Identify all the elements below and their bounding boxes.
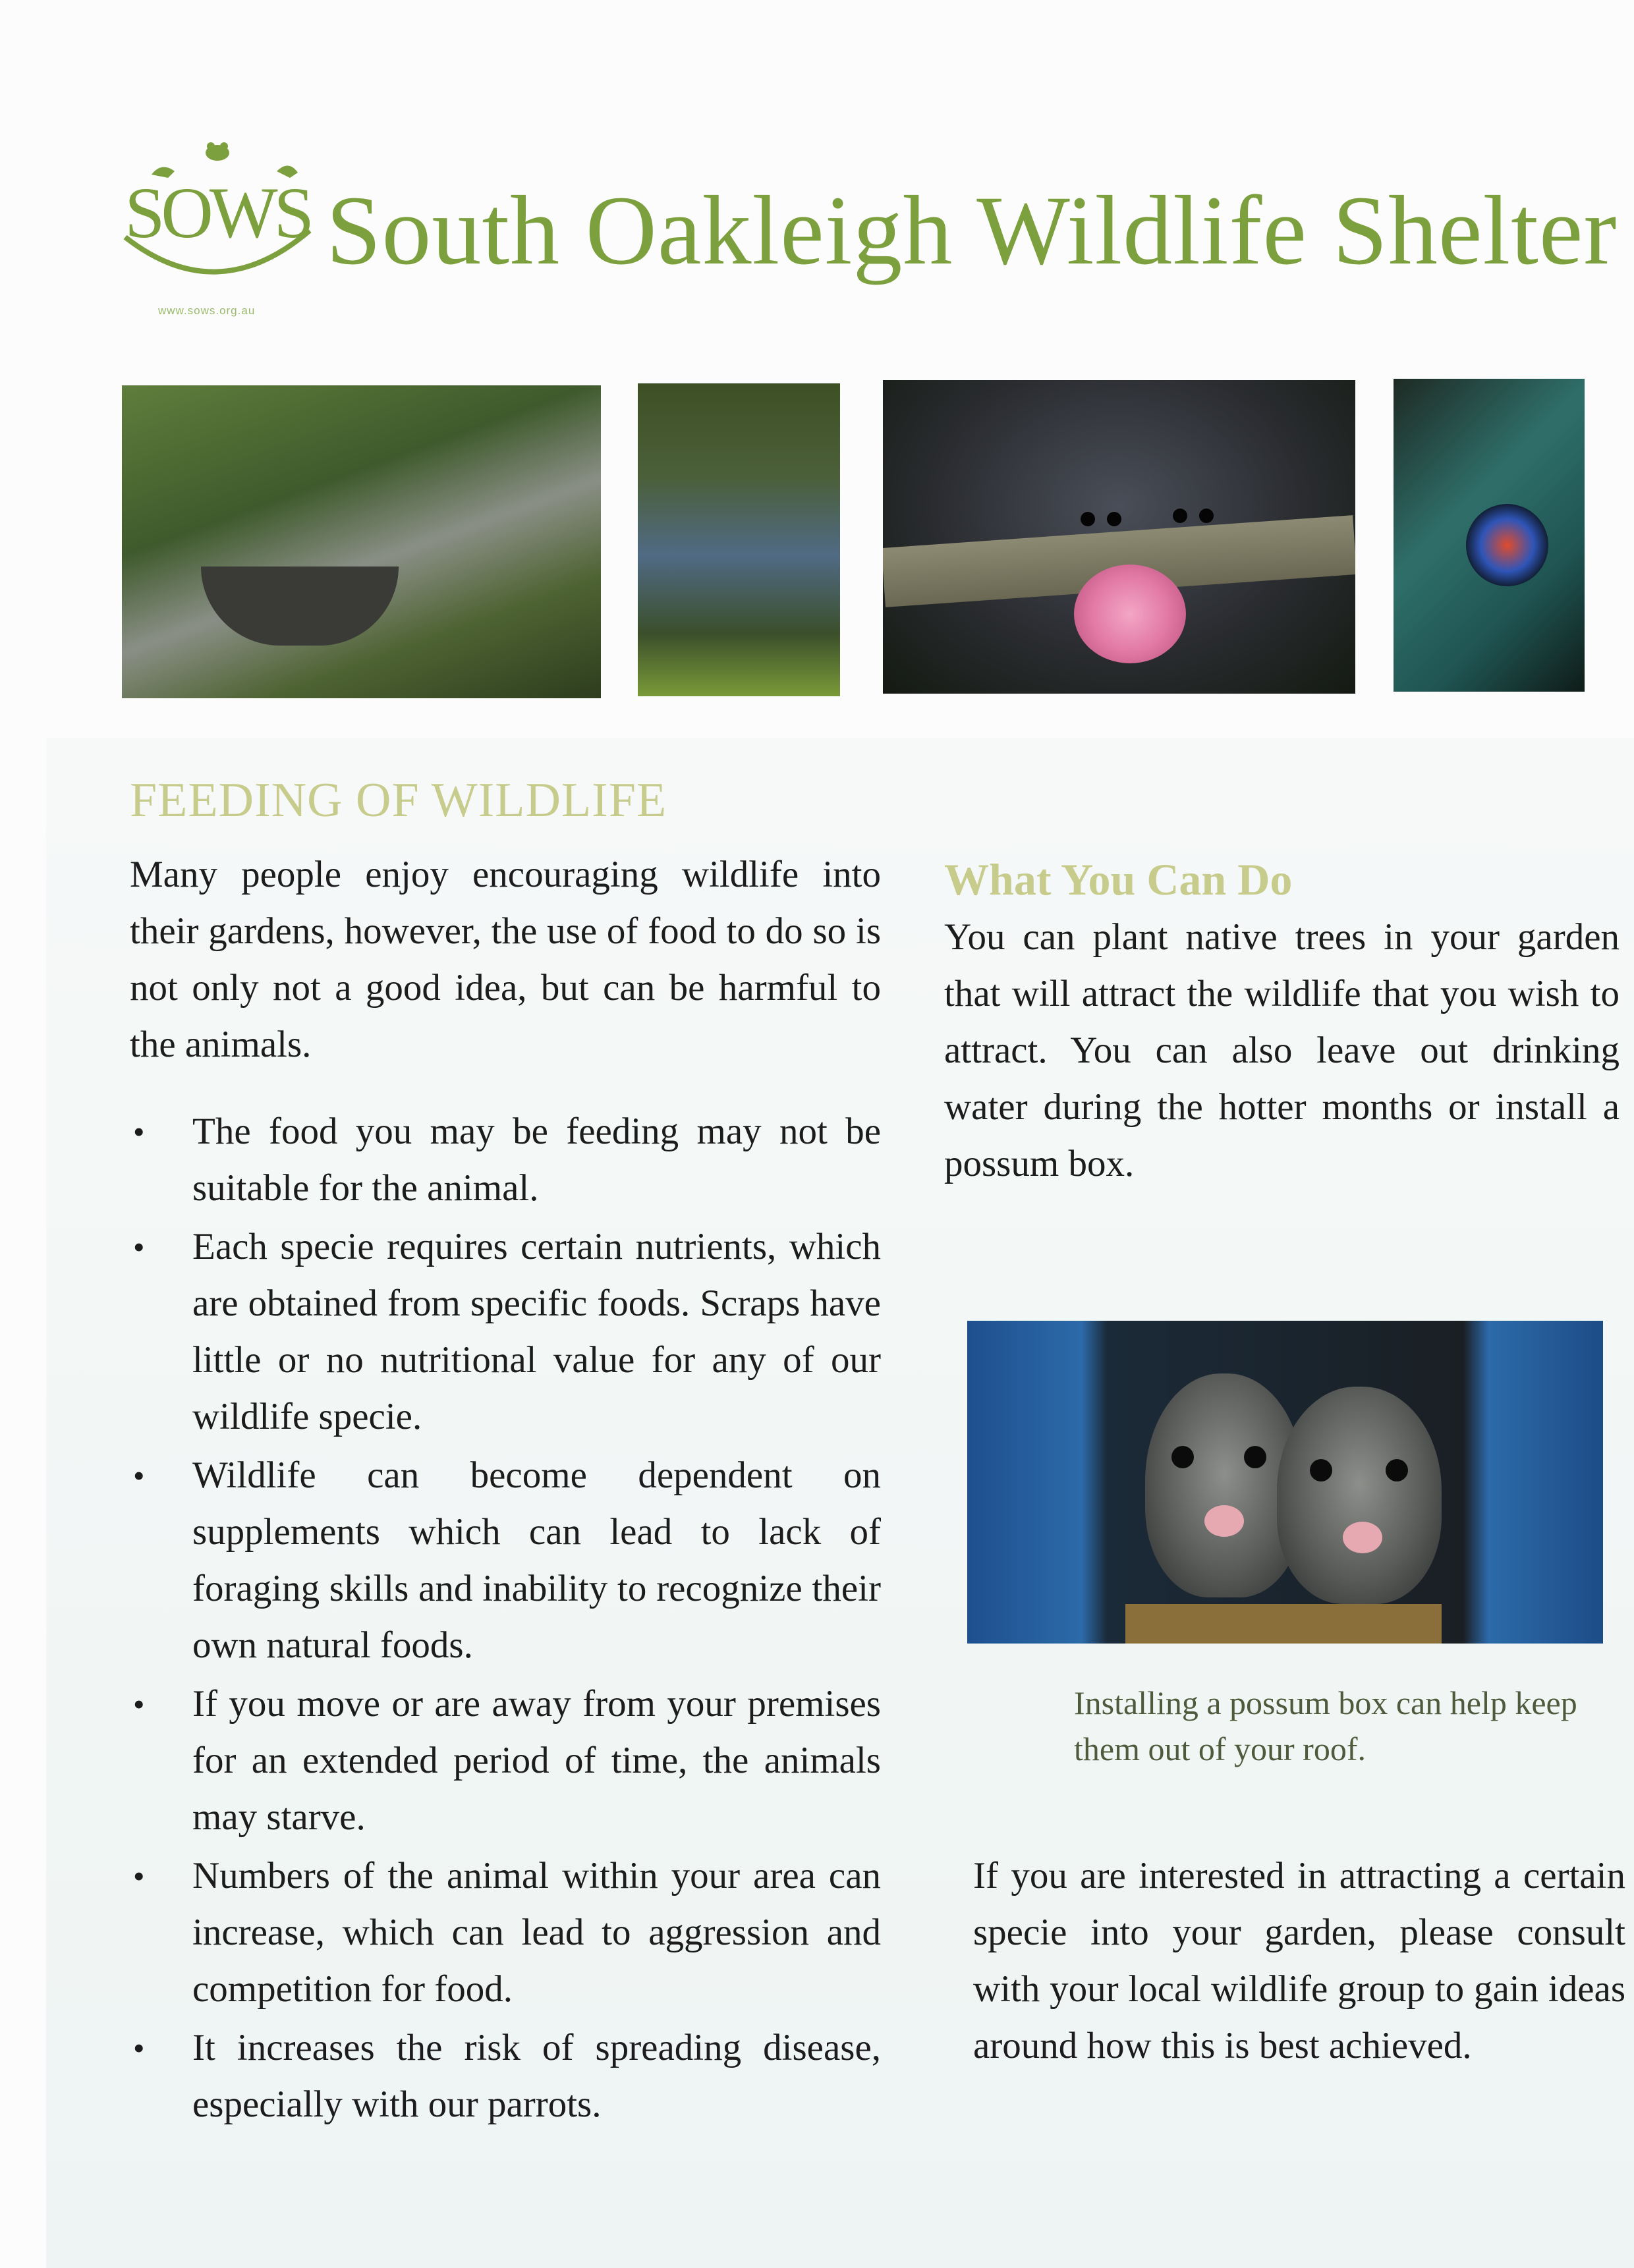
photo-caption: Installing a possum box can help keep them out of your roof. xyxy=(1074,1684,1577,1767)
possum-box-photo xyxy=(967,1321,1603,1644)
possum-eye xyxy=(1199,509,1214,523)
possum-eye xyxy=(1244,1446,1266,1468)
list-item xyxy=(130,2020,881,2133)
possum-eye xyxy=(1173,509,1187,523)
list-item xyxy=(130,1676,881,1846)
possum-nose xyxy=(1343,1522,1382,1553)
bullet-icon: • xyxy=(133,1113,145,1150)
what-you-can-do-heading: What You Can Do xyxy=(944,854,1293,904)
possum-eye xyxy=(1386,1459,1408,1481)
birdbath-shape xyxy=(201,567,399,646)
bullet-icon: • xyxy=(133,1858,145,1895)
reasons-list xyxy=(130,1103,881,2135)
list-item xyxy=(130,1103,881,1217)
possums-with-rose-photo xyxy=(883,380,1355,694)
site-title: South Oakleigh Wildlife Shelter xyxy=(326,176,1618,285)
bullet-icon: • xyxy=(133,1686,145,1723)
rose-shape xyxy=(1074,565,1186,663)
bullet-icon: • xyxy=(133,2030,145,2066)
list-item-text: Each specie requires certain nutrients, which are obtained from specific foods. Scraps have little or no nutritional value for any of our wildlife specie. xyxy=(192,1226,881,1437)
list-item-text: Wildlife can become dependent on supplements which can lead to lack of foraging skills and inability to recognize their own natural foods. xyxy=(192,1454,881,1666)
box-ledge xyxy=(1125,1604,1442,1644)
list-item-text: The food you may be feeding may not be suitable for the animal. xyxy=(192,1111,881,1209)
sows-logo-icon xyxy=(112,138,323,290)
possum-eye xyxy=(1107,512,1121,526)
possum-eye xyxy=(1081,512,1095,526)
possum-eye xyxy=(1171,1446,1194,1468)
list-item xyxy=(130,1447,881,1674)
sows-logo xyxy=(112,138,323,303)
list-item xyxy=(130,1219,881,1445)
kookaburras-birdbath-photo xyxy=(122,385,601,698)
possum-shape xyxy=(1277,1387,1442,1604)
closing-paragraph: If you are interested in attracting a certain specie into your garden, please consult with your local wildlife group to gain ideas around how this is best achieved. xyxy=(973,1855,1625,2066)
bullet-icon: • xyxy=(133,1457,145,1494)
intro-paragraph: Many people enjoy encouraging wildlife into their gardens, however, the use of food to do so is not only not a good idea, but can be harmful to the animals. xyxy=(130,854,881,1065)
site-url[interactable]: www.sows.org.au xyxy=(158,304,256,317)
possum-nose xyxy=(1204,1505,1244,1537)
what-you-can-do-paragraph: You can plant native trees in your garden that will attract the wildlife that you wish to attract. You can also leave out drinking water during the hotter months or install a possum box. xyxy=(944,916,1620,1184)
section-heading: FEEDING OF WILDLIFE xyxy=(130,773,667,827)
nest-hole-shape xyxy=(1466,504,1548,586)
garden-pond-photo xyxy=(638,383,840,696)
list-item xyxy=(130,1848,881,2018)
logo-text: SOWS xyxy=(125,173,310,253)
parrots-in-nest-box-photo xyxy=(1394,379,1585,692)
possum-eye xyxy=(1310,1459,1332,1481)
list-item-text: It increases the risk of spreading disease, especially with our parrots. xyxy=(192,2027,881,2125)
list-item-text: If you move or are away from your premises for an extended period of time, the animals may starve. xyxy=(192,1683,881,1838)
bullet-icon: • xyxy=(133,1229,145,1265)
list-item-text: Numbers of the animal within your area can increase, which can lead to aggression and competition for food. xyxy=(192,1855,881,2010)
